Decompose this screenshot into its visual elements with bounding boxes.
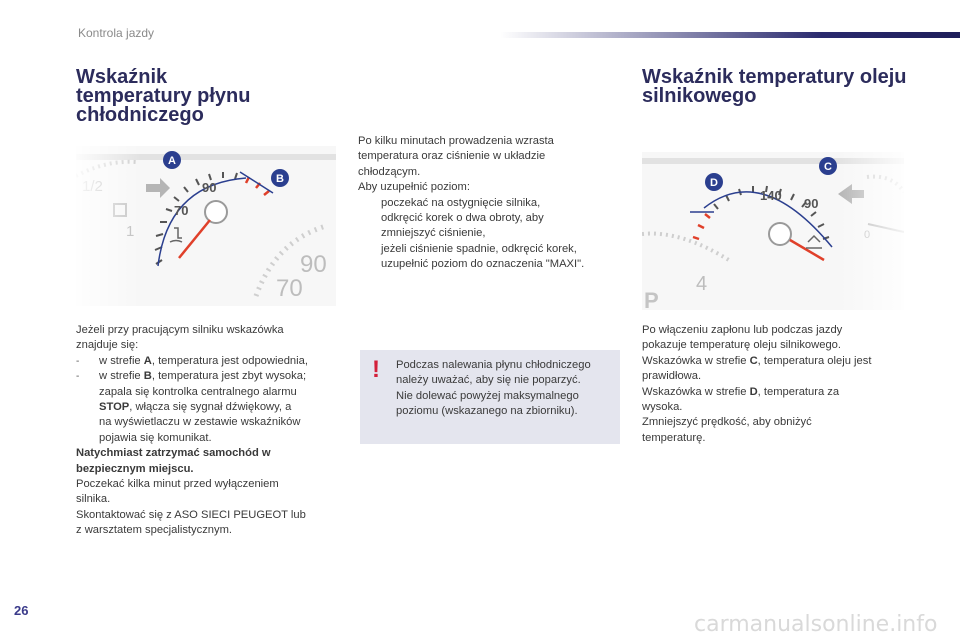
header-bar <box>500 32 960 38</box>
text-line: na wyświetlaczu w zestawie wskaźników <box>99 416 301 429</box>
refill-step: jeżeli ciśnienie spadnie, odkręcić korek, <box>381 242 577 255</box>
refill-step: odkręcić korek o dwa obroty, aby <box>381 212 544 225</box>
oil-title-line: Wskaźnik temperatury oleju <box>642 66 907 88</box>
coolant-title-line: temperatury płynu <box>76 85 251 107</box>
text-line: zapala się kontrolka centralnego alarmu <box>99 385 297 398</box>
text-line: Po włączeniu zapłonu lub podczas jazdy <box>642 324 843 336</box>
text-line: chłodzącym. <box>358 165 421 178</box>
warning-bold-line: Natychmiast zatrzymać samochód w <box>76 447 271 460</box>
refill-step: poczekać na ostygnięcie silnika, <box>381 196 541 209</box>
oil-title <box>642 68 942 106</box>
warning-text <box>396 358 591 420</box>
text-line: silnika. <box>76 493 111 506</box>
burn-warning-box <box>360 350 620 444</box>
refill-step: uzupełnić poziom do oznaczenia "MAXI". <box>381 258 585 271</box>
coolant-title-line: Wskaźnik <box>76 66 168 88</box>
coolant-refill-text <box>358 134 628 273</box>
refill-step-cont: zmniejszyć ciśnienie, <box>381 227 486 240</box>
text-line: temperaturę. <box>642 431 706 444</box>
zone-d-text: Wskazówka w strefie D, temperatura za <box>642 385 840 398</box>
text-line: należy uważać, aby się nie poparzyć. <box>396 374 581 387</box>
text-line: pojawia się komunikat. <box>99 431 212 444</box>
text-line: Nie dolewać powyżej maksymalnego <box>396 389 579 402</box>
text-line: Podczas nalewania płynu chłodniczego <box>396 359 591 371</box>
page-number: 26 <box>14 603 29 618</box>
text-line: temperatura oraz ciśnienie w układzie <box>358 150 546 163</box>
coolant-title-line: chłodniczego <box>76 104 204 126</box>
warning-icon: ! <box>372 356 380 383</box>
coolant-description <box>76 323 346 539</box>
oil-title-line: silnikowego <box>642 85 757 107</box>
oil-gauge-image <box>642 152 904 310</box>
coolant-gauge-image <box>76 146 336 306</box>
oil-description <box>642 323 912 446</box>
text-line: Poczekać kilka minut przed wyłączeniem <box>76 478 279 491</box>
text-line: pokazuje temperaturę oleju silnikowego. <box>642 339 842 352</box>
text-line: z warsztatem specjalistycznym. <box>76 524 233 537</box>
text-line: znajduje się: <box>76 339 139 352</box>
section-header: Kontrola jazdy <box>78 26 155 40</box>
zone-c-text: Wskazówka w strefie C, temperatura oleju jest <box>642 354 872 367</box>
text-line: prawidłowa. <box>642 370 702 383</box>
text-line: Po kilku minutach prowadzenia wzrasta <box>358 135 554 147</box>
warning-bold-line: bezpiecznym miejscu. <box>76 462 194 475</box>
coolant-title <box>76 68 316 125</box>
bullet-zone-a: - w strefie A, temperatura jest odpowiednia, <box>76 354 308 367</box>
text-line: Skontaktować się z ASO SIECI PEUGEOT lub <box>76 508 306 521</box>
text-line: poziomu (wskazanego na zbiorniku). <box>396 405 578 418</box>
text-line: Zmniejszyć prędkość, aby obniżyć <box>642 416 812 429</box>
text-line: wysoka. <box>642 401 683 414</box>
watermark: carmanualsonline.info <box>694 612 938 637</box>
text-line: Jeżeli przy pracującym silniku wskazówka <box>76 324 284 336</box>
text-line: STOP, włącza się sygnał dźwiękowy, a <box>99 401 292 414</box>
text-line: Aby uzupełnić poziom: <box>358 181 470 194</box>
bullet-zone-b: - w strefie B, temperatura jest zbyt wysoka; <box>76 370 307 383</box>
